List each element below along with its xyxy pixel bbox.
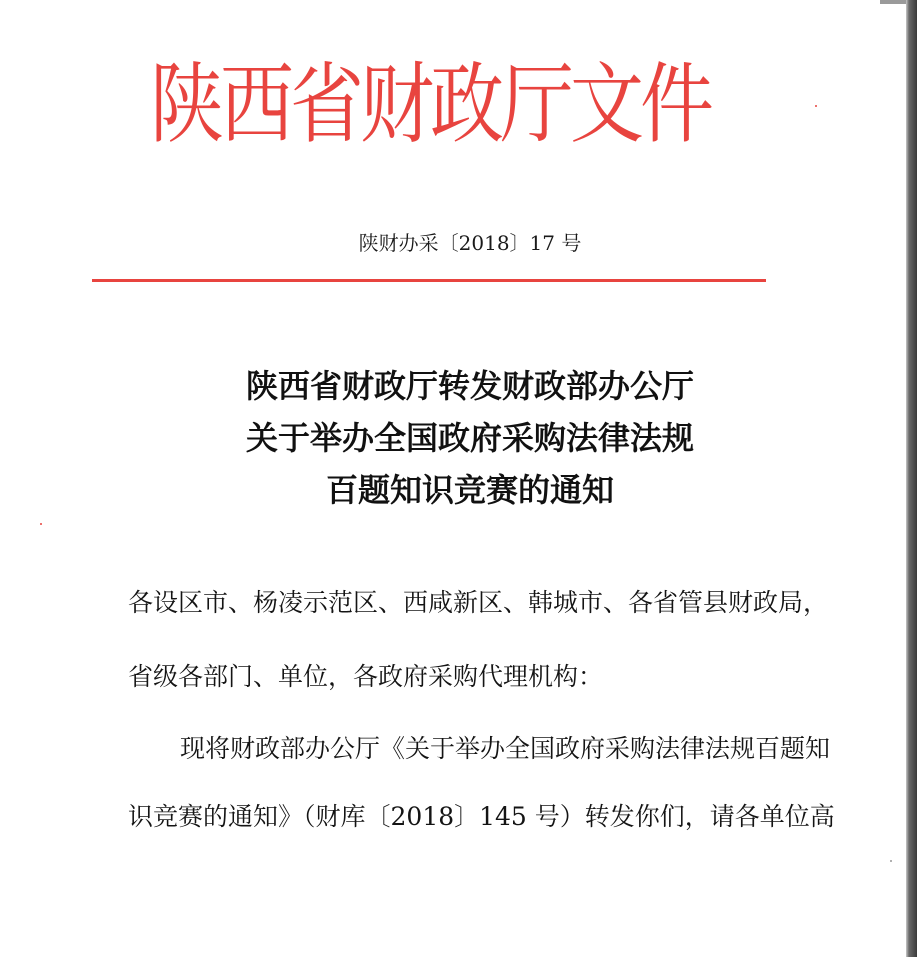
scan-border-top — [880, 0, 906, 4]
addressee-line-1: 各设区市、杨凌示范区、西咸新区、韩城市、各省管县财政局， — [128, 588, 829, 617]
title-line-1: 陕西省财政厅转发财政部办公厅 — [245, 367, 694, 405]
scan-speck — [40, 523, 42, 525]
document-number: 陕财办采〔2018〕17 号 — [358, 231, 582, 255]
body-line-1: 现将财政部办公厅《关于举办全国政府采购法律法规百题知 — [180, 734, 831, 763]
title-line-3: 百题知识竞赛的通知 — [325, 471, 614, 509]
title-line-2: 关于举办全国政府采购法律法规 — [245, 419, 694, 457]
document-masthead: 陕西省财政厅文件 — [150, 54, 710, 156]
addressee-line-2: 省级各部门、单位，各政府采购代理机构： — [128, 662, 604, 691]
document-title — [130, 360, 810, 516]
red-divider-line — [92, 279, 766, 282]
scan-speck — [815, 105, 817, 107]
body-line-2: 识竞赛的通知》（财库〔2018〕145 号）转发你们，请各单位高 — [128, 802, 835, 831]
scan-border-right — [906, 0, 917, 957]
scan-speck — [890, 860, 892, 862]
